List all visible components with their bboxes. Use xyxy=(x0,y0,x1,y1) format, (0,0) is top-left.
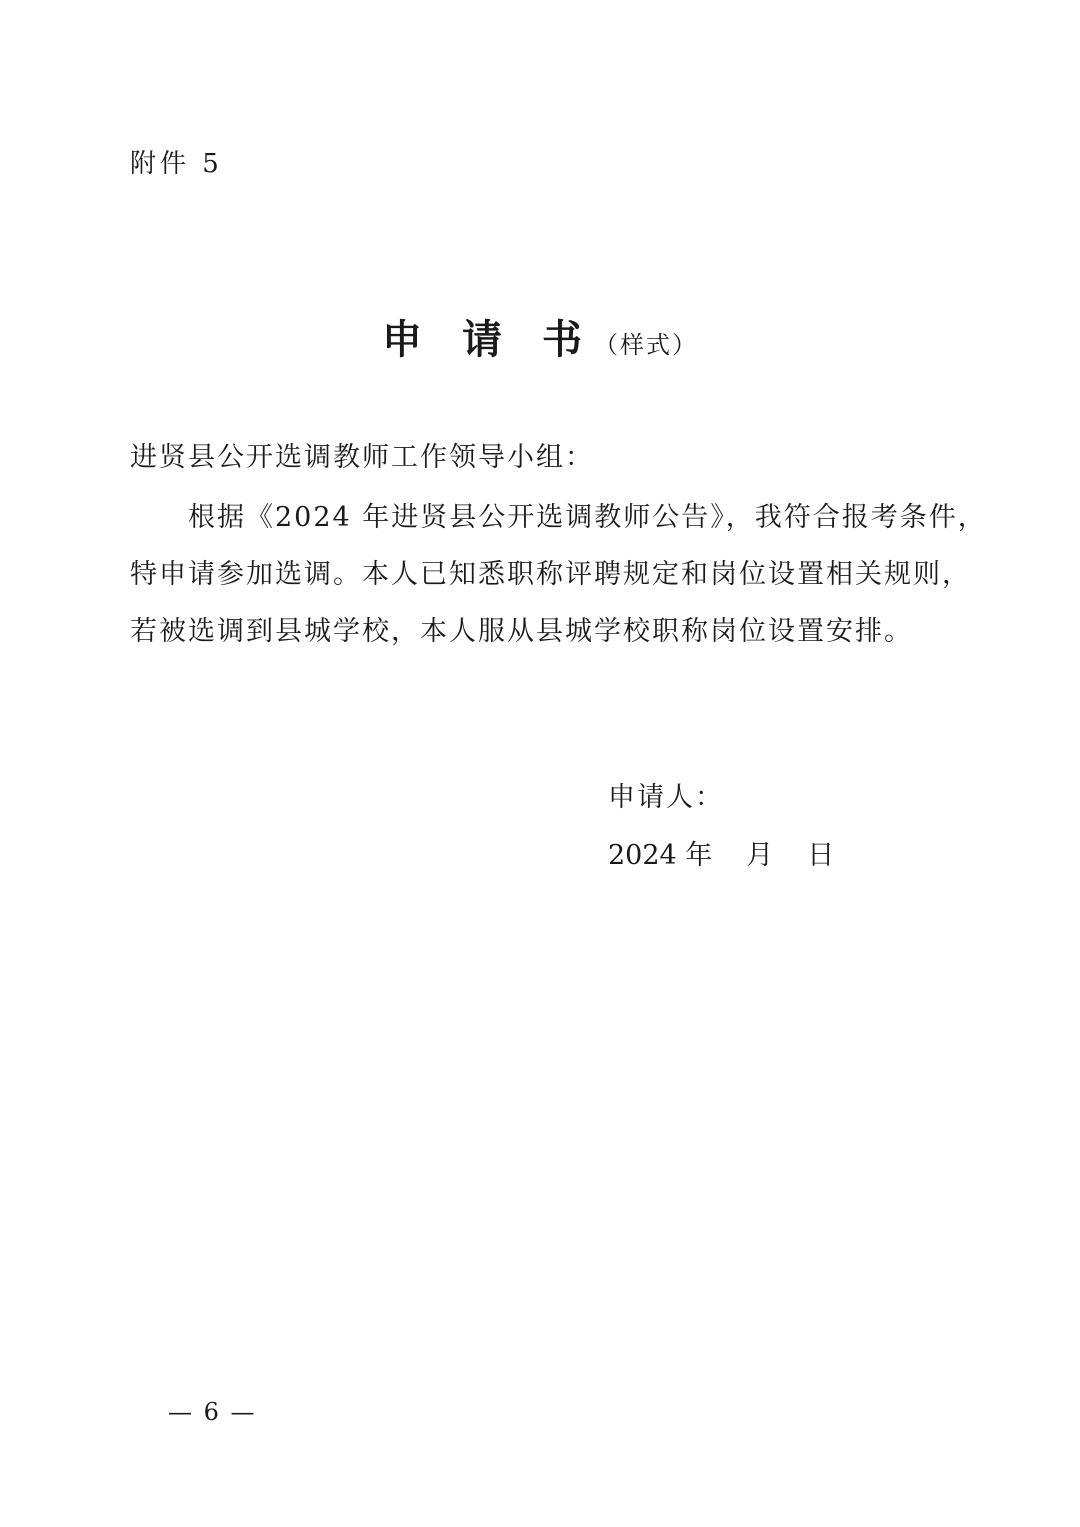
date-year: 2024 年 xyxy=(608,840,713,871)
body-line-3: 若被选调到县城学校，本人服从县城学校职称岗位设置安排。 xyxy=(130,616,913,647)
document-title: 申请书 xyxy=(382,316,622,363)
body-line-1: 根据《2024 年进贤县公开选调教师公告》，我符合报考条件， xyxy=(188,502,987,533)
title-row xyxy=(0,312,1080,373)
date-month: 月 xyxy=(746,840,774,871)
attachment-label: 附件 5 xyxy=(130,149,223,179)
page-number: — 6 — xyxy=(168,1398,257,1426)
body-line-2: 特申请参加选调。本人已知悉职称评聘规定和岗位设置相关规则， xyxy=(130,559,971,590)
applicant-label: 申请人： xyxy=(608,782,724,813)
salutation: 进贤县公开选调教师工作领导小组： xyxy=(130,442,594,473)
date-day: 日 xyxy=(807,840,835,871)
signature-date xyxy=(608,836,834,876)
document-subtitle: （样式） xyxy=(594,331,698,359)
